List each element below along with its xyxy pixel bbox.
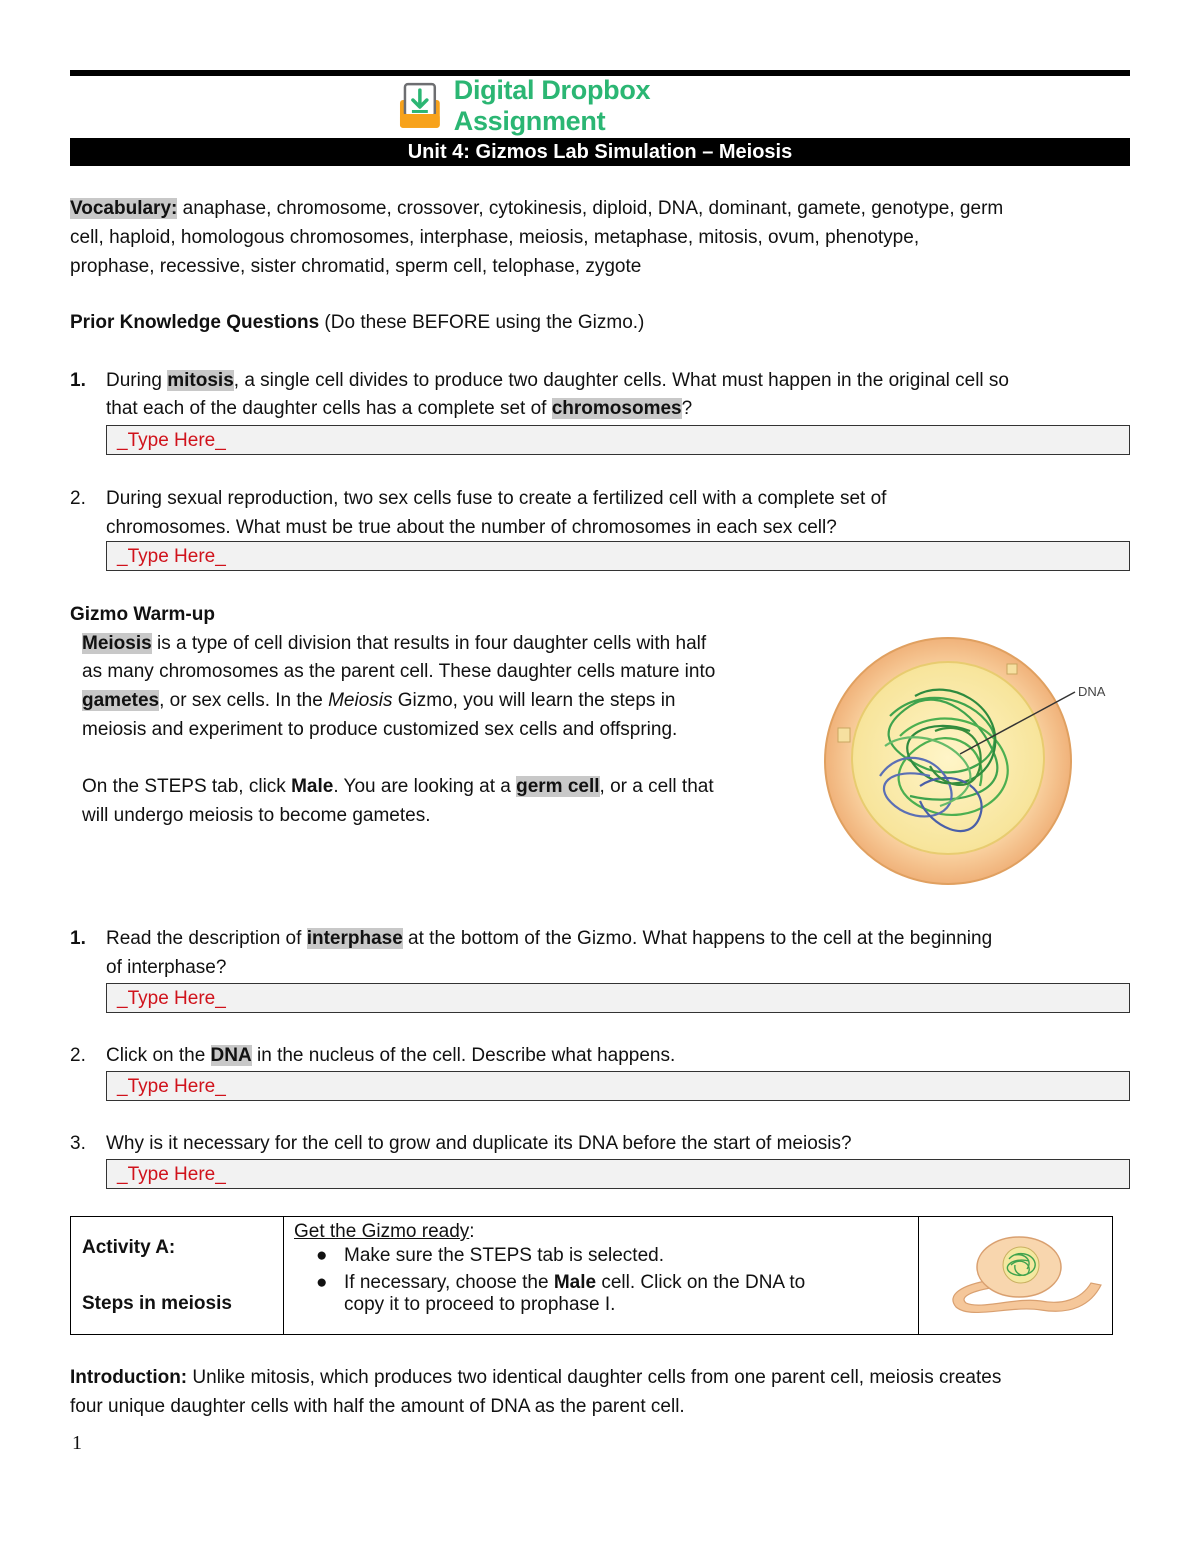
colon: : <box>469 1221 475 1242</box>
vocab-term-chromosomes: chromosomes <box>551 398 682 419</box>
q-text: ? <box>681 398 693 419</box>
gizmo-ready-label: Get the Gizmo ready <box>294 1221 470 1242</box>
bullet-text: If necessary, choose the <box>344 1272 554 1293</box>
warmup-heading: Gizmo Warm-up <box>70 604 215 625</box>
activity-image-cell <box>919 1217 1113 1335</box>
prior-knowledge-heading <box>70 312 644 334</box>
prior-question-1-line-1 <box>106 370 1009 392</box>
introduction-label: Introduction: <box>70 1367 188 1388</box>
vocabulary-label: Vocabulary: <box>70 198 178 219</box>
warmup-paragraph-line-2: as many chromosomes as the parent cell. These daughter cells mature into <box>82 661 716 682</box>
vocab-term-germ-cell: germ cell <box>516 776 600 797</box>
activity-label: Activity A: <box>82 1237 176 1258</box>
introduction-text: Unlike mitosis, which produces two identical daughter cells from one parent cell, meiosis creates <box>187 1367 1002 1388</box>
male-label: Male <box>291 776 334 797</box>
bullet-text: cell. Click on the DNA to <box>596 1272 806 1293</box>
warmup-question-1-line-2: of interphase? <box>106 957 227 978</box>
question-number: 1. <box>70 928 86 949</box>
activity-table <box>70 1216 1113 1335</box>
male-label: Male <box>553 1272 597 1293</box>
vocabulary-line-3: prophase, recessive, sister chromatid, sperm cell, telophase, zygote <box>70 256 642 277</box>
sperm-cell-illustration <box>941 1235 1111 1325</box>
prior-heading-text: Prior Knowledge Questions <box>70 312 320 333</box>
vocabulary-text-1: anaphase, chromosome, crossover, cytokinesis, diploid, DNA, dominant, gamete, genotype, germ <box>177 198 1004 219</box>
prior-heading-note: (Do these BEFORE using the Gizmo.) <box>319 312 645 333</box>
vocab-term-mitosis: mitosis <box>167 370 234 391</box>
question-number: 2. <box>70 488 86 509</box>
activity-label-cell <box>71 1217 284 1335</box>
vocabulary-line-1 <box>70 198 1003 220</box>
q-text: , a single cell divides to produce two daughter cells. What must happen in the original cell so <box>233 370 1009 391</box>
vocab-term-gametes: gametes <box>82 690 160 711</box>
warmup-italic-meiosis: Meiosis <box>328 690 393 711</box>
warmup-paragraph2-line-1 <box>82 776 714 798</box>
bullet-item-1 <box>314 1245 918 1267</box>
answer-field-warmup-2[interactable]: _Type Here_ <box>106 1071 1130 1101</box>
activity-instructions-cell <box>284 1217 919 1335</box>
warmup-text: Gizmo, you will learn the steps in <box>392 690 676 711</box>
page-title: Unit 4: Gizmos Lab Simulation – Meiosis <box>70 138 1130 166</box>
vocabulary-line-2: cell, haploid, homologous chromosomes, interphase, meiosis, metaphase, mitosis, ovum, phenotype, <box>70 227 920 248</box>
q-text: in the nucleus of the cell. Describe what happens. <box>251 1045 676 1066</box>
vocab-term-meiosis: Meiosis <box>82 633 152 654</box>
q-text: that each of the daughter cells has a complete set of <box>106 398 552 419</box>
warmup-paragraph2-line-2: will undergo meiosis to become gametes. <box>82 805 431 826</box>
question-number: 1. <box>70 370 86 391</box>
warmup-text: . You are looking at a <box>333 776 517 797</box>
warmup-paragraph-line-3 <box>82 690 676 712</box>
answer-field-warmup-3[interactable]: _Type Here_ <box>106 1159 1130 1189</box>
answer-field-prior-1[interactable]: _Type Here_ <box>106 425 1130 455</box>
warmup-question-1-line-1 <box>106 928 992 950</box>
bullet-icon: ● <box>316 1245 328 1266</box>
q-text: at the bottom of the Gizmo. What happens to the cell at the beginning <box>402 928 993 949</box>
warmup-text: On the STEPS tab, click <box>82 776 292 797</box>
logo-banner <box>392 76 806 136</box>
warmup-text: is a type of cell division that results in four daughter cells with half <box>151 633 707 654</box>
answer-field-prior-2[interactable]: _Type Here_ <box>106 541 1130 571</box>
warmup-paragraph-line-1 <box>82 633 706 655</box>
q-text: During <box>106 370 168 391</box>
introduction-line-2: four unique daughter cells with half the amount of DNA as the parent cell. <box>70 1396 685 1417</box>
vocab-term-dna: DNA <box>210 1045 252 1066</box>
introduction-line-1 <box>70 1367 1001 1389</box>
bullet-text: Make sure the STEPS tab is selected. <box>344 1245 664 1266</box>
dropbox-download-icon <box>398 82 442 130</box>
gizmo-ready-heading <box>294 1221 918 1243</box>
warmup-text: , or a cell that <box>599 776 714 797</box>
warmup-text: , or sex cells. In the <box>159 690 329 711</box>
prior-question-2-line-1: During sexual reproduction, two sex cells fuse to create a fertilized cell with a complete set of <box>106 488 887 509</box>
warmup-question-3: Why is it necessary for the cell to grow and duplicate its DNA before the start of meiosis? <box>106 1133 852 1154</box>
page-number: 1 <box>72 1432 82 1454</box>
q-text: Read the description of <box>106 928 307 949</box>
prior-question-2-line-2: chromosomes. What must be true about the number of chromosomes in each sex cell? <box>106 517 837 538</box>
bullet-icon: ● <box>316 1272 328 1293</box>
vocab-term-interphase: interphase <box>306 928 403 949</box>
bullet-item-2 <box>314 1272 918 1316</box>
germ-cell-illustration <box>820 636 1120 886</box>
q-text: Click on the <box>106 1045 211 1066</box>
prior-question-1-line-2 <box>106 398 692 420</box>
logo-text: Digital Dropbox Assignment <box>453 75 651 136</box>
warmup-question-2 <box>106 1045 675 1067</box>
answer-field-warmup-1[interactable]: _Type Here_ <box>106 983 1130 1013</box>
question-number: 3. <box>70 1133 86 1154</box>
question-number: 2. <box>70 1045 86 1066</box>
dna-label: DNA <box>1078 684 1106 699</box>
warmup-paragraph-line-4: meiosis and experiment to produce customized sex cells and offspring. <box>82 719 678 740</box>
bullet-text: copy it to proceed to prophase I. <box>344 1294 616 1315</box>
activity-name: Steps in meiosis <box>82 1293 232 1314</box>
